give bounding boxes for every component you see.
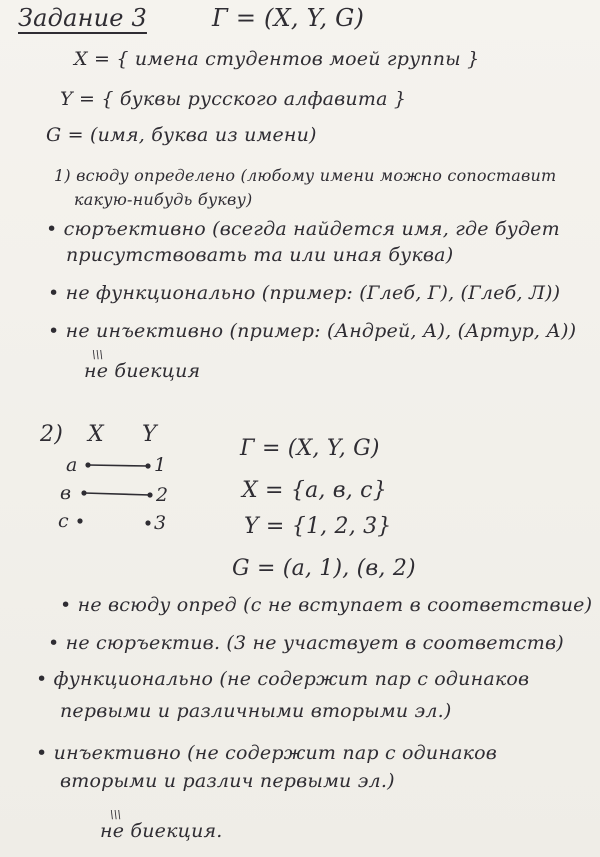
ne-mark-1: \\\ [92, 348, 104, 361]
set-x-values: X = {a, в, c} [242, 478, 387, 503]
relation-definition-2: Г = (X, Y, G) [240, 436, 380, 461]
set-g-definition: G = (имя, буква из имени) [46, 124, 317, 146]
property-functional-cont: первыми и различными вторыми эл.) [60, 700, 452, 722]
conclusion-not-bijection-1: не биекция [84, 360, 201, 382]
node-v-label: в [60, 482, 72, 504]
property-not-functional: • не функционально (пример: (Глеб, Г), (Глеб, Л)) [48, 282, 561, 304]
node-2-label: 2 [156, 484, 169, 506]
property-not-everywhere-defined: • не всюду опред (c не вступает в соответствие) [60, 594, 593, 616]
set-y-values: Y = {1, 2, 3} [244, 514, 392, 539]
column-x-label: X [88, 422, 104, 447]
property-everywhere-defined: 1) всюду определено (любому имени можно сопоставит [54, 166, 557, 185]
relation-definition: Г = (X, Y, G) [212, 4, 365, 32]
edge-v-2 [84, 493, 150, 495]
part2-label: 2) [40, 422, 63, 447]
ne-mark-2: \\\ [110, 808, 122, 821]
column-y-label: Y [142, 422, 157, 447]
set-x-definition: X = { имена студентов моей группы } [74, 48, 480, 70]
node-3-label: 3 [154, 512, 167, 534]
property-everywhere-defined-cont: какую-нибудь букву) [74, 190, 253, 209]
property-functional: • функционально (не содержит пар с одинаков [36, 668, 530, 690]
property-injective-cont: вторыми и различ первыми эл.) [60, 770, 395, 792]
node-3-dot [145, 520, 150, 525]
property-not-injective: • не инъективно (пример: (Андрей, А), (Артур, А)) [48, 320, 577, 342]
conclusion-not-bijection-2: не биекция. [100, 820, 223, 842]
set-g-pairs: G = (a, 1), (в, 2) [232, 556, 416, 581]
property-surjective: • сюръективно (всегда найдется имя, где будет [46, 218, 560, 240]
node-c-dot [77, 518, 82, 523]
node-a-label: a [66, 454, 78, 476]
edge-a-1 [88, 465, 148, 466]
node-c-label: c [58, 510, 69, 532]
property-not-surjective: • не сюръектив. (3 не участвует в соответств) [48, 632, 564, 654]
node-1-label: 1 [154, 454, 167, 476]
property-surjective-cont: присутствовать та или иная буква) [66, 244, 454, 266]
set-y-definition: Y = { буквы русского алфавита } [60, 88, 407, 110]
task-title: Задание 3 [18, 4, 147, 32]
property-injective: • инъективно (не содержит пар с одинаков [36, 742, 498, 764]
